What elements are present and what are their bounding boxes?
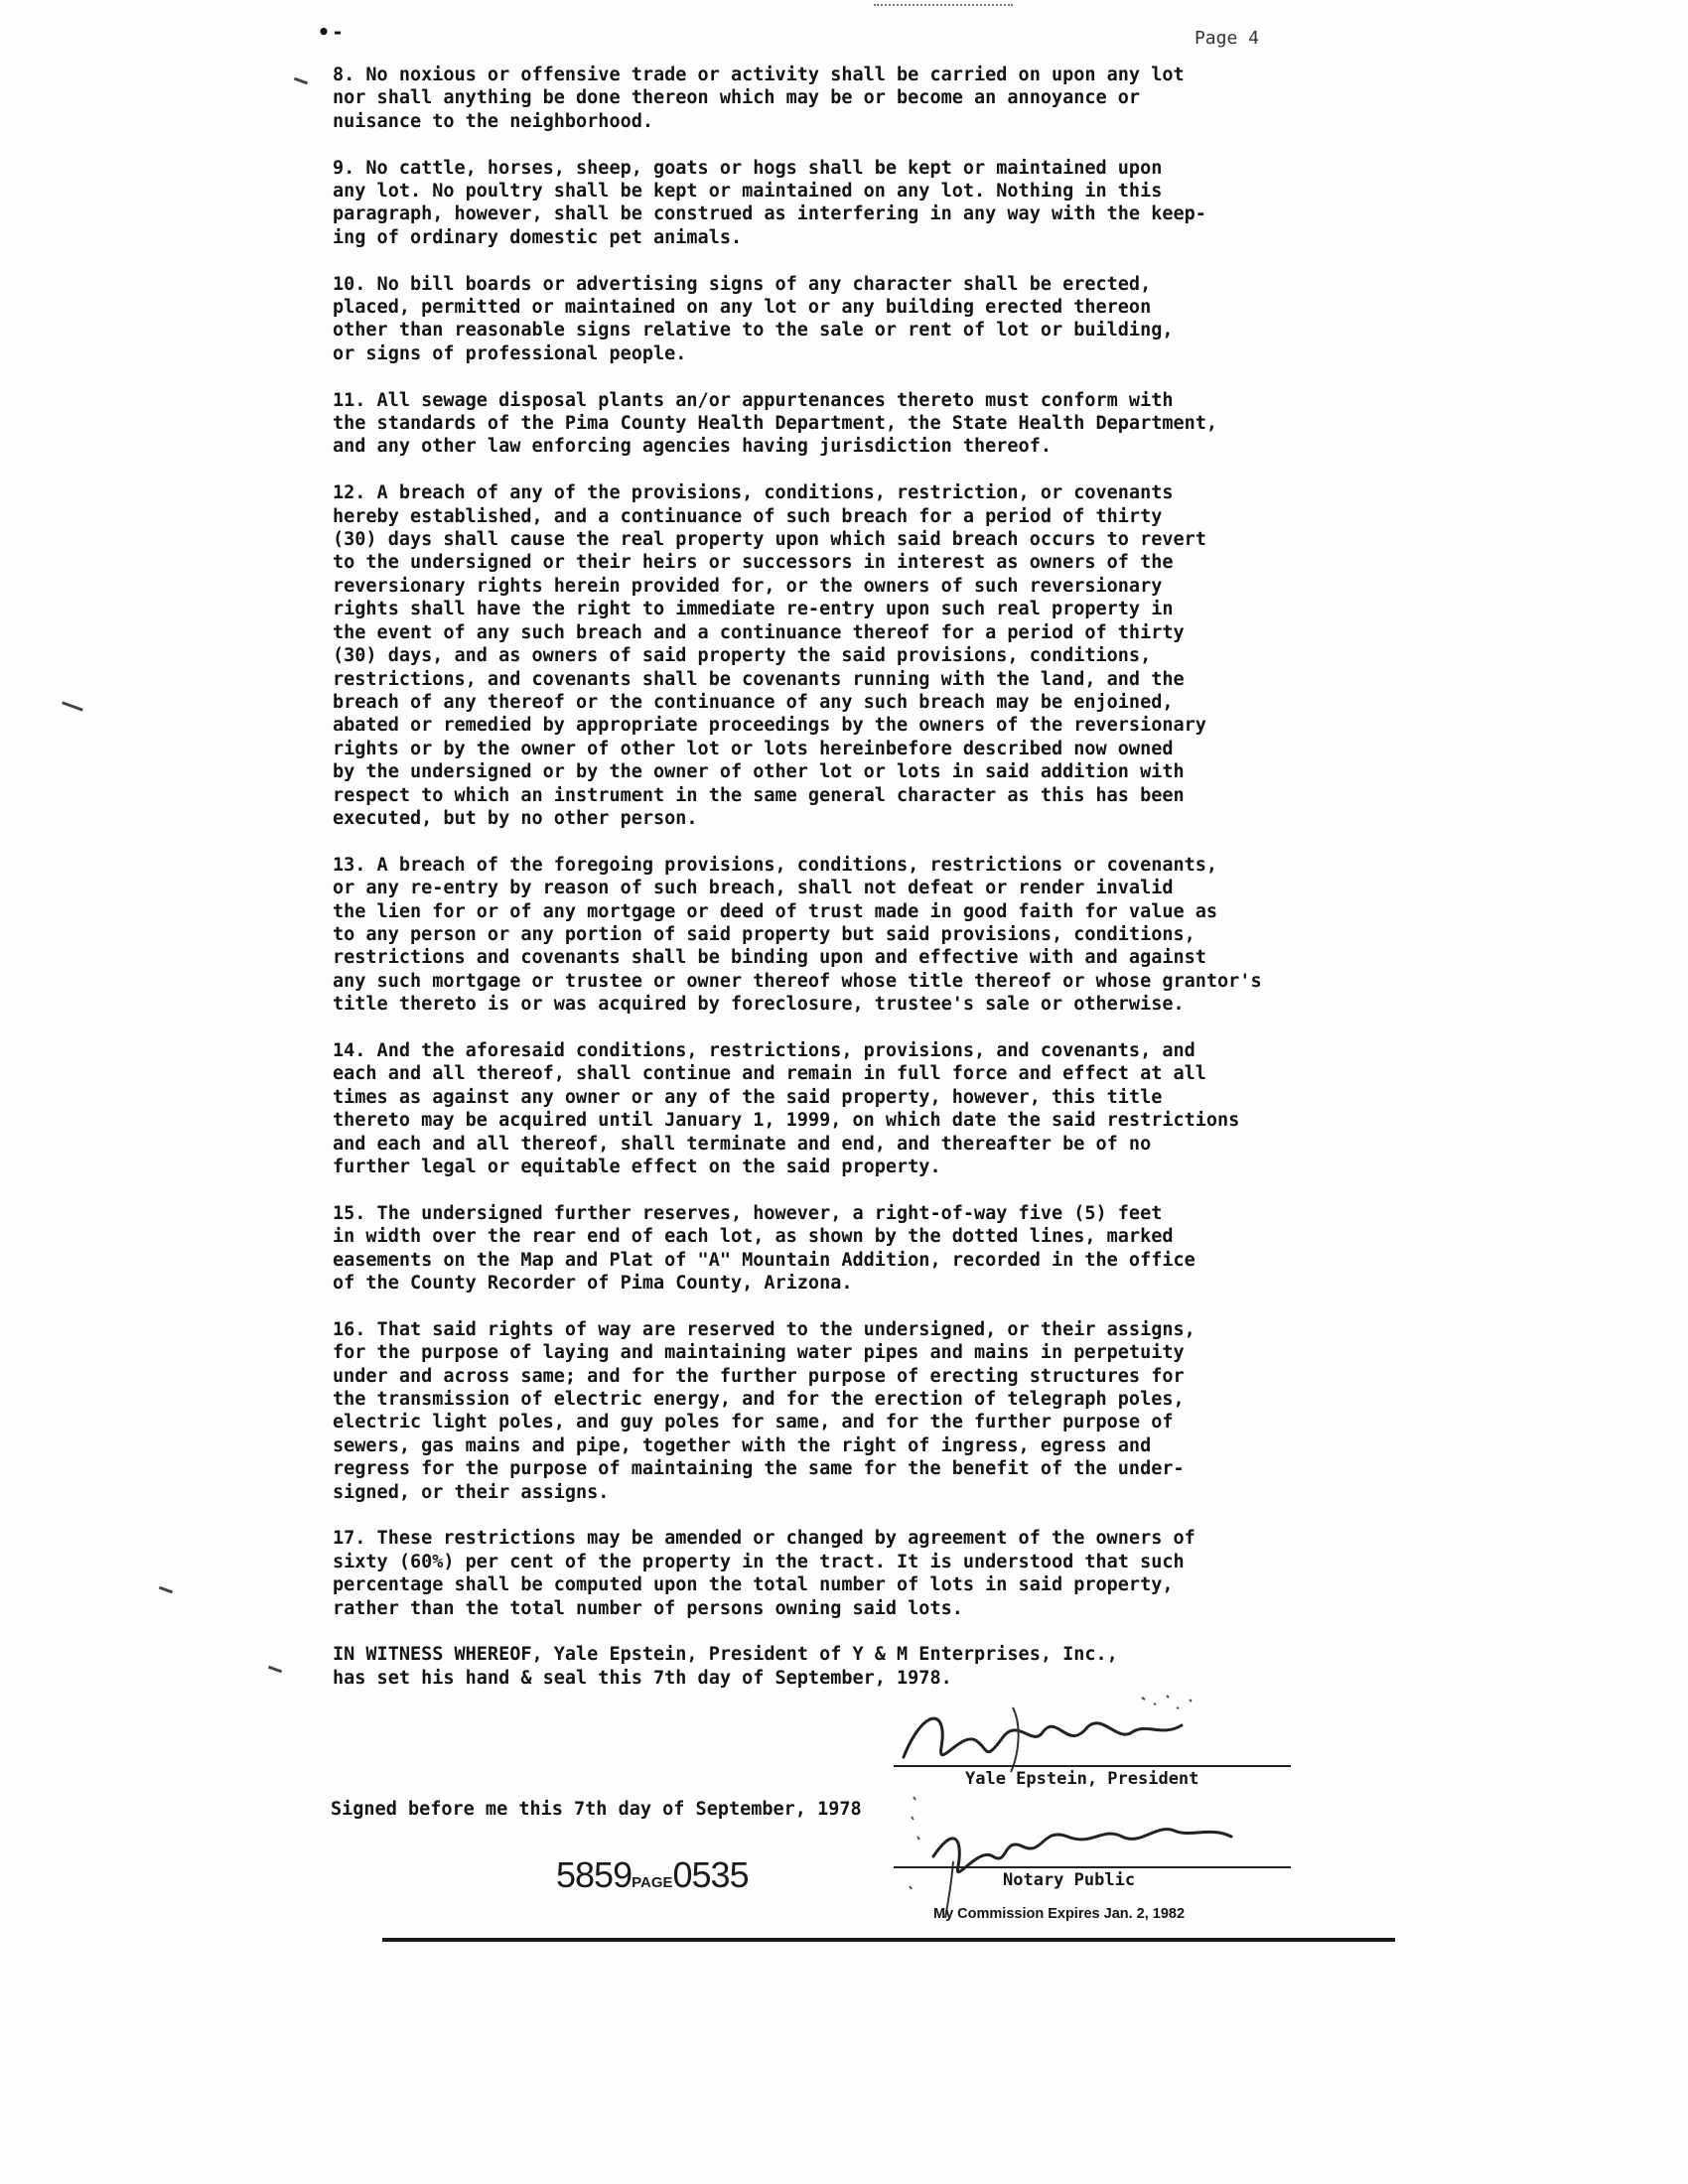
paragraph-10: 10. No bill boards or advertising signs of any character shall be erected, placed, permitted or maintained on any lot or any building erected thereon other than reasonable signs relative to the sale or rent of lot or building, or signs of professional people. — [333, 273, 1174, 364]
paragraph-15: 15. The undersigned further reserves, however, a right-of-way five (5) feet in width over the rear end of each lot, as shown by the dotted lines, marked easements on the Map and Plat of "A" Mountain Addition, recorded in the office of the County Recorder of Pima County, Arizona. — [333, 1202, 1196, 1295]
recording-book: 5859 — [556, 1854, 633, 1895]
witness-clause: IN WITNESS WHEREOF, Yale Epstein, President of Y & M Enterprises, Inc., has set his hand & seal this 7th day of September, 1978. — [333, 1644, 1118, 1689]
signed-before-line: Signed before me this 7th day of September, 1978 — [331, 1799, 862, 1820]
page-number: Page 4 — [1194, 28, 1259, 49]
margin-mark — [159, 1586, 173, 1594]
paragraph-9: 9. No cattle, horses, sheep, goats or hogs shall be kept or maintained upon any lot. No poultry shall be kept or maintained on any lot. Nothing in this paragraph, however, shall be construed as interfering in any way with the keep- ing of ordinary domestic pet animals. — [333, 157, 1206, 248]
notary-signature-line — [894, 1866, 1291, 1868]
paragraph-14: 14. And the aforesaid conditions, restrictions, provisions, and covenants, and each and all thereof, shall continue and remain in full force and effect at all times as against any owner or any of the said property, however, this title thereto may be acquired until January 1, 1999, on which date the said restrictions and each and all thereof, shall terminate and end, and thereafter be of no further legal or equitable effect on the said property. — [333, 1039, 1240, 1177]
bottom-rule — [382, 1938, 1395, 1942]
paragraph-17: 17. These restrictions may be amended or changed by agreement of the owners of sixty (60%) per cent of the property in the tract. It is understood that such percentage shall be computed upon the total number of lots in said property, rather than the total number of persons owning said lots. — [333, 1528, 1196, 1619]
notary-caption: Notary Public — [1003, 1870, 1136, 1890]
margin-mark — [268, 1666, 282, 1674]
recording-stamp — [556, 1854, 749, 1896]
paragraph-8: 8. No noxious or offensive trade or activity shall be carried on upon any lot nor shall anything be done thereon which may be or become an annoyance or nuisance to the neighborhood. — [333, 65, 1185, 132]
president-signature-line — [894, 1765, 1291, 1767]
paragraph-16: 16. That said rights of way are reserved to the undersigned, or their assigns, for the purpose of laying and maintaining water pipes and mains in perpetuity under and across same; and for the further purpose of erecting structures for the transmission of electric energy, and for the erection of telegraph poles, electric light poles, and guy poles for same, and for the further purpose of sewers, gas mains and pipe, together with the right of ingress, egress and regress for the purpose of maintaining the same for the benefit of the under- signed, or their assigns. — [333, 1318, 1196, 1503]
top-scrawl-mark — [874, 4, 1013, 12]
header-mark: •- — [318, 20, 347, 44]
paragraph-12: 12. A breach of any of the provisions, conditions, restriction, or covenants hereby established, and a continuance of such breach for a period of thirty (30) days shall cause the real property upon which said breach occurs to revert to the undersigned or their heirs or successors in interest as owners of the reversionary rights herein provided for, or the owners of such reversionary rights shall have the right to immediate re-entry upon such real property in the event of any such breach and a continuance thereof for a period of thirty (30) days, and as owners of said property the said provisions, conditions, restrictions, and covenants shall be covenants running with the land, and the breach of any thereof or the continuance of any such breach may be enjoined, abated or remedied by appropriate proceedings by the owners of the reversionary rights or by the owner of other lot or lots hereinbefore described now owned by the undersigned or by the owner of other lot or lots in said addition with respect to which an instrument in the same general character as this has been executed, but by no other person. — [333, 482, 1206, 829]
margin-mark — [62, 701, 83, 711]
paragraph-13: 13. A breach of the foregoing provisions, conditions, restrictions or covenants, or any re-entry by reason of such breach, shall not defeat or render invalid the lien for or of any mortgage or deed of trust made in good faith for value as to any person or any portion of said property but said provisions, conditions, restrictions and covenants shall be binding upon and effective with and against any such mortgage or trustee or owner thereof whose title thereof or whose grantor's title thereto is or was acquired by foreclosure, trustee's sale or otherwise. — [333, 854, 1262, 1016]
commission-expiry: My Commission Expires Jan. 2, 1982 — [933, 1906, 1186, 1922]
margin-mark — [294, 77, 308, 85]
recording-page-label: PAGE — [632, 1874, 673, 1891]
paragraph-11: 11. All sewage disposal plants an/or appurtenances thereto must conform with the standards of the Pima County Health Department, the State Health Department, and any other law enforcing agencies having jurisdiction thereof. — [333, 389, 1218, 458]
recording-page: 0535 — [672, 1854, 749, 1895]
president-caption: Yale Epstein, President — [965, 1769, 1199, 1789]
deed-body-text — [333, 64, 1306, 1690]
